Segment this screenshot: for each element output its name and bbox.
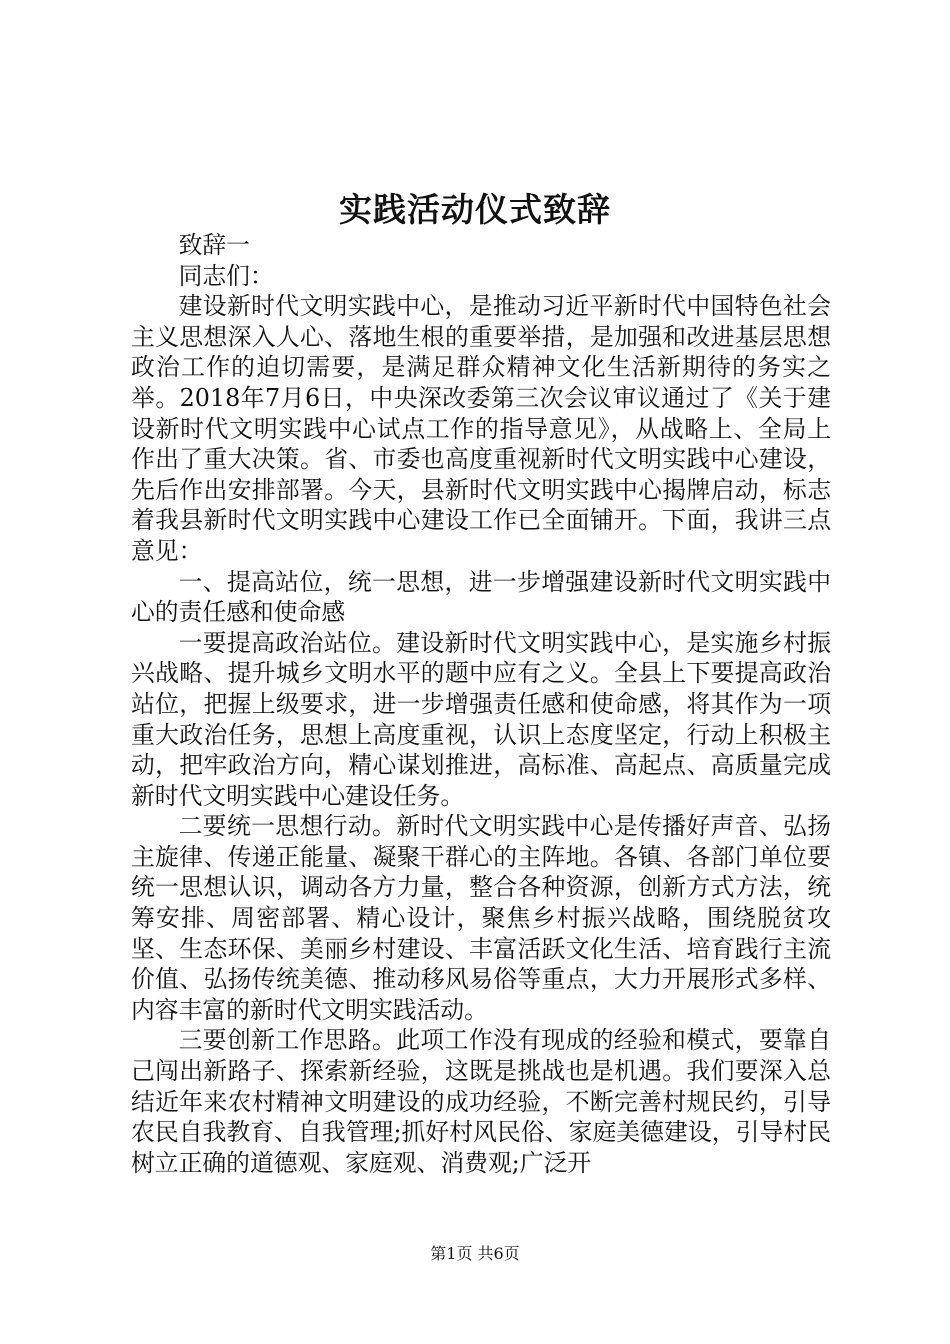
paragraph-salutation: 同志们： <box>178 261 274 290</box>
document-body <box>131 230 831 1178</box>
paragraph-heading: 致辞一 <box>178 231 250 259</box>
paragraph-point-2: 二要统一思想行动。新时代文明实践中心是传播好声音、弘扬主旋律、传递正能量、凝聚干群心的主阵地。各镇、各部门单位要统一思想认识，调动各方力量，整合各种资源，创新方式方法，统筹安排、周密部署、精心设计，聚焦乡村振兴战略，围绕脱贫攻坚、生态环保、美丽乡村建设、丰富活跃文化生活、培育践行主流价值、弘扬传统美德、推动移风易俗等重点，大力开展形式多样、内容丰富的新时代文明实践活动。 <box>131 812 831 1024</box>
paragraph-point-3: 三要创新工作思路。此项工作没有现成的经验和模式，要靠自己闯出新路子、探索新经验，这既是挑战也是机遇。我们要深入总结近年来农村精神文明建设的成功经验，不断完善村规民约，引导农民自我教育、自我管理;抓好村风民俗、家庭美德建设，引导村民树立正确的道德观、家庭观、消费观;广泛开 <box>131 1026 831 1177</box>
paragraph-point-1: 一要提高政治站位。建设新时代文明实践中心，是实施乡村振兴战略、提升城乡文明水平的题中应有之义。全县上下要提高政治站位，把握上级要求，进一步增强责任感和使命感，将其作为一项重大政治任务，思想上高度重视，认识上态度坚定，行动上积极主动，把牢政治方向，精心谋划推进，高标准、高起点、高质量完成新时代文明实践中心建设任务。 <box>131 628 831 810</box>
section-heading-1: 一、提高站位，统一思想，进一步增强建设新时代文明实践中心的责任感和使命感 <box>131 567 831 627</box>
page-number-footer: 第1页 共6页 <box>430 1244 520 1263</box>
paragraph-intro: 建设新时代文明实践中心，是推动习近平新时代中国特色社会主义思想深入人心、落地生根的重要举措，是加强和改进基层思想政治工作的迫切需要，是满足群众精神文化生活新期待的务实之举。2018年7月6日，中央深改委第三次会议审议通过了《关于建设新时代文明实践中心试点工作的指导意见》，从战略上、全局上作出了重大决策。省、市委也高度重视新时代文明实践中心建设，先后作出安排部署。今天，县新时代文明实践中心揭牌启动，标志着我县新时代文明实践中心建设工作已全面铺开。下面，我讲三点意见： <box>131 292 831 565</box>
document-title: 实践活动仪式致辞 <box>339 190 611 229</box>
